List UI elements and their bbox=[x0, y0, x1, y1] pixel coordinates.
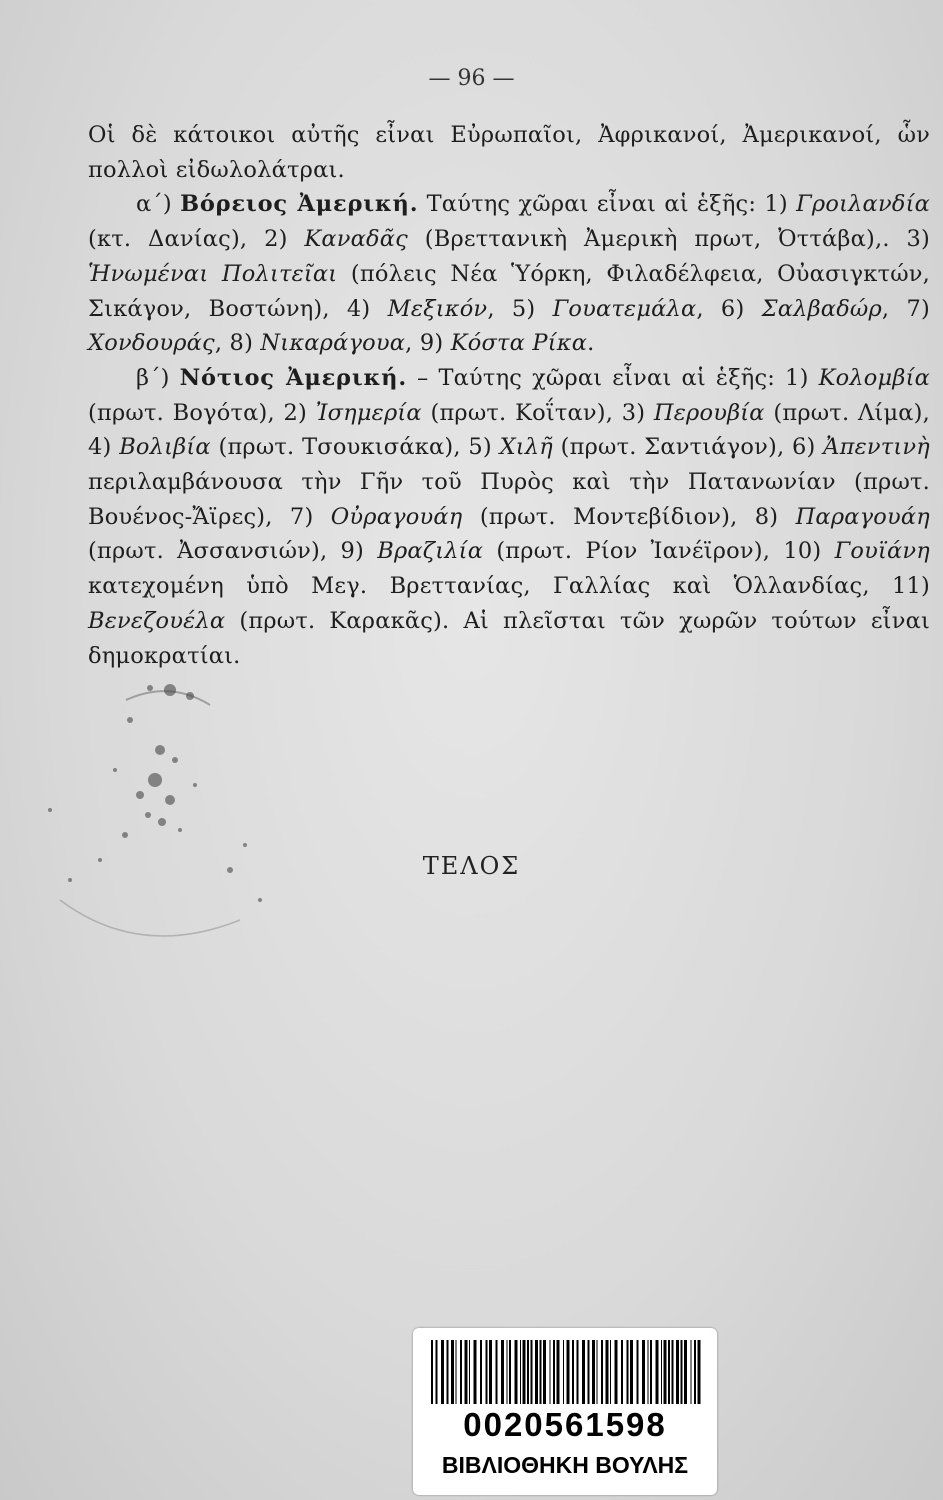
text-run: . bbox=[587, 330, 595, 357]
text-run: (πρωτ. Καρακᾶς). Αἱ πλεῖσται τῶν χωρῶν τούτων εἶναι δημοκρατίαι. bbox=[88, 607, 930, 669]
barcode-bar bbox=[557, 1340, 560, 1404]
country-name: Χιλῆ bbox=[499, 434, 553, 461]
text-run: (Βρεττανικὴ Ἀμερικὴ πρωτ, Ὀττάβα),. 3) bbox=[407, 226, 930, 253]
barcode-bar bbox=[597, 1340, 598, 1404]
barcode-bar bbox=[610, 1340, 611, 1404]
country-name: Παραγουάη bbox=[795, 503, 930, 530]
barcode-bar bbox=[509, 1340, 511, 1404]
barcode-bar bbox=[656, 1340, 659, 1404]
paragraph bbox=[88, 118, 930, 187]
barcode-bar bbox=[592, 1340, 595, 1404]
barcode-bar bbox=[577, 1340, 579, 1404]
barcode-bar bbox=[460, 1340, 462, 1404]
country-name: Ἡνωμέναι Πολιτεῖαι bbox=[88, 260, 338, 287]
barcode-bar bbox=[436, 1340, 438, 1404]
country-name: Περουβία bbox=[653, 399, 765, 426]
barcode-bar bbox=[501, 1340, 504, 1404]
text-run: (πρωτ. Βογότα), 2) bbox=[88, 399, 316, 426]
body-text bbox=[88, 118, 930, 673]
barcode-bar bbox=[465, 1340, 468, 1404]
text-run: (πρωτ. Σαντιάγον), 6) bbox=[552, 434, 824, 461]
barcode-bar bbox=[642, 1340, 645, 1404]
barcode-bar bbox=[447, 1340, 449, 1404]
country-name: Γροιλανδία bbox=[796, 191, 930, 218]
text-run: β΄) bbox=[136, 364, 180, 391]
barcode-bar bbox=[563, 1340, 564, 1404]
barcode-bar bbox=[531, 1340, 533, 1404]
barcode-bar bbox=[456, 1340, 457, 1404]
country-name: Κόστα Ρίκα bbox=[450, 330, 588, 357]
barcode-bars bbox=[427, 1340, 703, 1404]
paragraph bbox=[88, 187, 930, 361]
ink-stain-decoration bbox=[30, 660, 290, 990]
country-name: Γουατεμάλα bbox=[552, 295, 697, 322]
the-end-label: ΤΕΛΟΣ bbox=[422, 852, 521, 880]
barcode-bar bbox=[621, 1340, 623, 1404]
barcode-bar bbox=[661, 1340, 662, 1404]
text-run: (πρωτ. Λίμα), 4) bbox=[88, 399, 930, 461]
barcode-bar bbox=[650, 1340, 652, 1404]
barcode-bar bbox=[451, 1340, 454, 1404]
country-name: Βραζιλία bbox=[377, 538, 484, 565]
barcode-bar bbox=[694, 1340, 696, 1404]
barcode-bar bbox=[582, 1340, 585, 1404]
page-number: — 96 — bbox=[428, 66, 515, 91]
barcode-bar bbox=[489, 1340, 492, 1404]
country-name: Οὐραγουάη bbox=[330, 503, 463, 530]
section-heading: Νότιος Ἀμερική. bbox=[179, 364, 407, 391]
text-run: (πρωτ. Κοΐταν), 3) bbox=[421, 399, 654, 426]
barcode-bar bbox=[520, 1340, 521, 1404]
barcode-bar bbox=[441, 1340, 444, 1404]
barcode-bar bbox=[496, 1340, 498, 1404]
barcode-bar bbox=[543, 1340, 546, 1404]
barcode-bar bbox=[637, 1340, 639, 1404]
barcode-bar bbox=[676, 1340, 679, 1404]
country-name: Μεξικόν bbox=[387, 295, 488, 322]
barcode-bar bbox=[550, 1340, 551, 1404]
text-run: (πόλεις Νέα Ὑόρκη, Φιλαδέλφεια, Οὐασιγκτών, Σικάγον, Βοστώνη), 4) bbox=[88, 260, 930, 322]
country-name: Νικαράγουα bbox=[260, 330, 406, 357]
text-run: Οἱ δὲ κάτοικοι αὐτῆς εἶναι Εὐρωπαῖοι, Ἀφρικανοί, Ἀμερικανοί, ὧν πολλοὶ εἰδωλολάτραι. bbox=[88, 122, 930, 183]
country-name: Σαλβαδώρ bbox=[761, 295, 882, 322]
barcode-bar bbox=[567, 1340, 570, 1404]
barcode-bar bbox=[540, 1340, 542, 1404]
barcode-bar bbox=[615, 1340, 618, 1404]
barcode-bar bbox=[664, 1340, 667, 1404]
text-run: (πρωτ. Τσουκισάκα), 5) bbox=[210, 434, 500, 461]
barcode-bar bbox=[627, 1340, 629, 1404]
barcode-bar bbox=[606, 1340, 609, 1404]
barcode-bar bbox=[527, 1340, 529, 1404]
text-run: , 8) bbox=[214, 330, 261, 357]
barcode-bar bbox=[698, 1340, 701, 1404]
text-run: , 5) bbox=[487, 295, 553, 322]
text-run: (πρωτ. Ἀσσανσιών), 9) bbox=[88, 538, 378, 565]
barcode-bar bbox=[630, 1340, 633, 1404]
barcode-bar bbox=[691, 1340, 692, 1404]
text-run: , 6) bbox=[696, 295, 762, 322]
country-name: Κολομβία bbox=[818, 364, 930, 391]
library-barcode-label bbox=[413, 1328, 717, 1495]
barcode-bar bbox=[474, 1340, 477, 1404]
barcode-library-name: ΒΙΒΛΙΟΘΗΚΗ ΒΟΥΛΗΣ bbox=[441, 1452, 689, 1478]
text-run: (πρωτ. Μοντεβίδιον), 8) bbox=[462, 503, 796, 530]
barcode-bar bbox=[588, 1340, 590, 1404]
country-name: Ἰσημερία bbox=[315, 399, 422, 426]
barcode-bar bbox=[515, 1340, 518, 1404]
barcode-number: 0020561598 bbox=[463, 1406, 667, 1443]
barcode-bar bbox=[648, 1340, 649, 1404]
barcode-bar bbox=[681, 1340, 683, 1404]
country-name: Βολιβία bbox=[119, 434, 211, 461]
barcode-bar bbox=[684, 1340, 687, 1404]
text-run: (κτ. Δανίας), 2) bbox=[88, 226, 305, 253]
barcode-bar bbox=[535, 1340, 538, 1404]
barcode-bar bbox=[431, 1340, 433, 1404]
country-name: Καναδᾶς bbox=[304, 226, 408, 253]
barcode-bar bbox=[553, 1340, 555, 1404]
barcode-bar bbox=[668, 1340, 670, 1404]
text-run: Ταύτης χῶραι εἶναι αἱ ἑξῆς: 1) bbox=[418, 191, 797, 218]
barcode-bar bbox=[523, 1340, 526, 1404]
barcode-bar bbox=[469, 1340, 470, 1404]
barcode-bar bbox=[601, 1340, 603, 1404]
section-heading: Βόρειος Ἀμερική. bbox=[180, 191, 419, 218]
country-name: Ἀπεντινὴ bbox=[823, 434, 930, 461]
country-name: Γουϊάνη bbox=[834, 538, 930, 565]
text-run: – Ταύτης χῶραι εἶναι αἱ ἑξῆς: 1) bbox=[406, 364, 819, 391]
country-name: Βενεζουέλα bbox=[88, 607, 226, 634]
text-run: περιλαμβάνουσα τὴν Γῆν τοῦ Πυρὸς καὶ τὴν Πατανωνίαν (πρωτ. Βουένος-Ἄϊρες), 7) bbox=[88, 469, 930, 530]
text-run: (πρωτ. Ρίον Ἰανέϊρον), 10) bbox=[483, 538, 835, 565]
text-run: , 7) bbox=[881, 295, 930, 322]
paragraph bbox=[88, 361, 930, 673]
barcode-bar bbox=[507, 1340, 508, 1404]
barcode-bar bbox=[572, 1340, 574, 1404]
barcode-bar bbox=[480, 1340, 482, 1404]
text-run: α΄) bbox=[136, 191, 181, 218]
barcode-bar bbox=[486, 1340, 488, 1404]
text-run: , 9) bbox=[405, 330, 451, 357]
country-name: Χονδουράς bbox=[88, 330, 215, 357]
barcode-bar bbox=[672, 1340, 674, 1404]
text-run: κατεχομένη ὑπὸ Μεγ. Βρεττανίας, Γαλλίας καὶ Ὁλλανδίας, 11) bbox=[88, 573, 930, 600]
